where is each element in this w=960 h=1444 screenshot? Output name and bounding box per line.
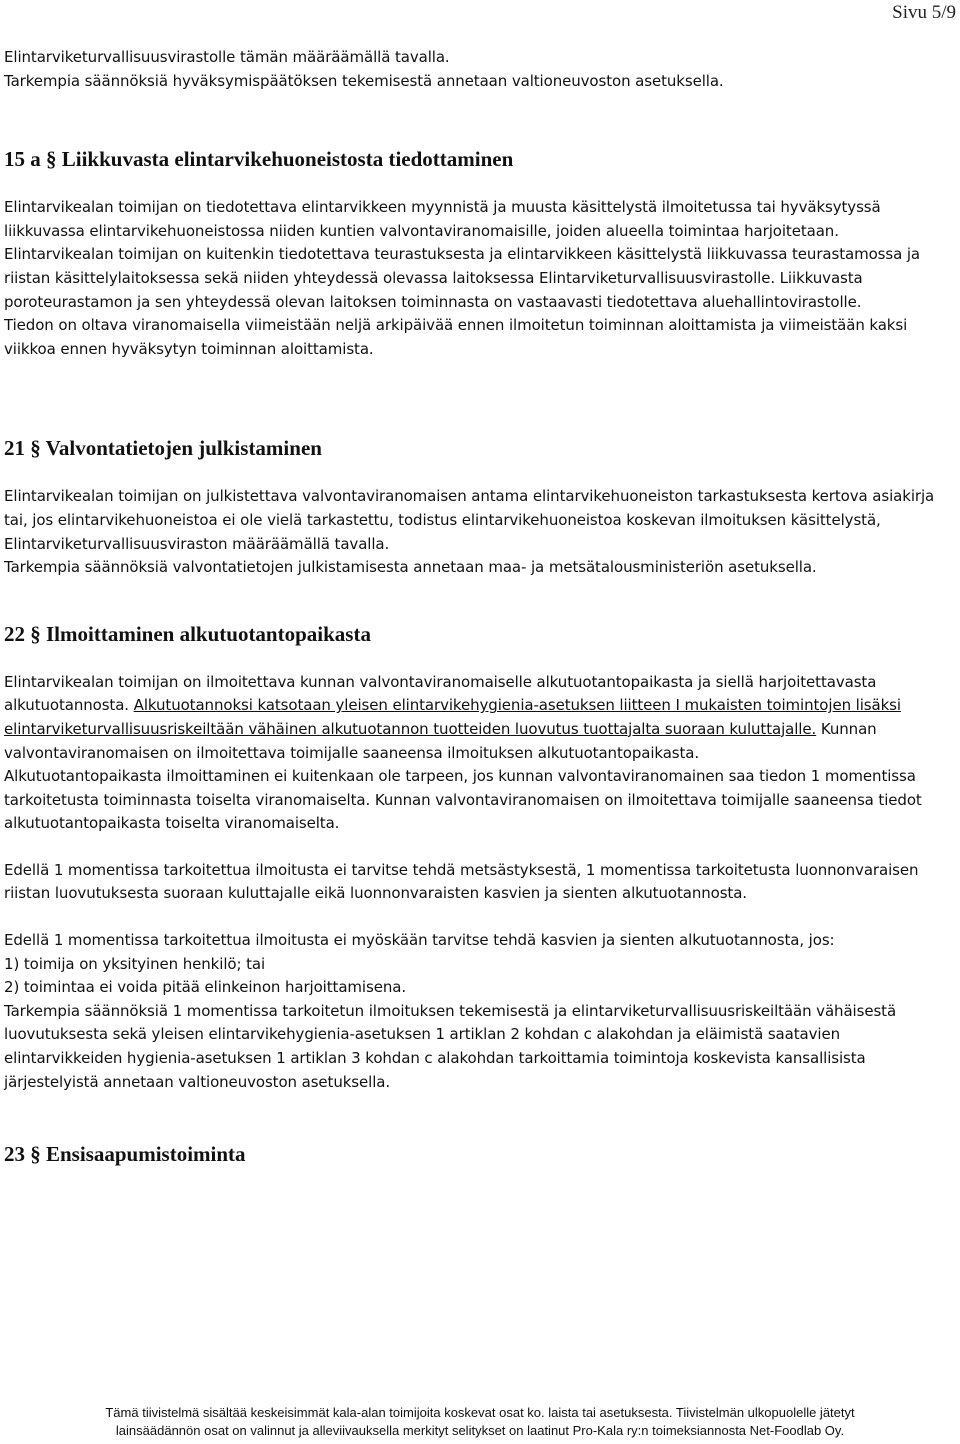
section-21-paragraph-2: Tarkempia säännöksiä valvontatietojen julkistamisesta annetaan maa- ja metsätalousministeriön asetuksella.: [4, 558, 817, 577]
section-22-heading: 22 § Ilmoittaminen alkutuotantopaikasta: [4, 621, 371, 646]
section-15a-paragraph-2: Elintarvikealan toimijan on kuitenkin tiedotettava teurastuksesta ja elintarvikkeen käsittelystä liikkuvassa teurastamossa ja riistan käsittelylaitoksessa sekä niiden yhteydessä olevassa laitoksessa Elintarviketurvallisuusvirastolle. Liikkuvasta poroteurastamon ja sen yhteydessä olevan laitoksen toiminnasta on vastaavasti tiedotettava aluehallintovirastolle.: [4, 245, 921, 311]
page-number: Sivu 5/9: [892, 2, 956, 23]
document-body: [4, 46, 956, 1168]
section-22-paragraph-3: Edellä 1 momentissa tarkoitettua ilmoitusta ei tarvitse tehdä metsästyksestä, 1 momentissa tarkoitetusta luonnonvaraisen riistan luovutuksesta suoraan kuluttajalle eikä luonnonvaraisten kasvien ja sienten alkutuotannosta.: [4, 860, 919, 903]
section-22-paragraph-5: Tarkempia säännöksiä 1 momentissa tarkoitetun ilmoituksen tekemisestä ja elintarviketurvallisuusriskeiltään vähäisestä luovutuksesta sekä yleisen elintarvikehygienia-asetuksen 1 artiklan 2 kohdan c alakohdan ja eläimistä saatavien elintarvikkeiden hygienia-asetuksen 1 artiklan 3 kohdan c alakohdan tarkoittamia toimintoja koskevista kansallisista järjestelyistä annetaan valtioneuvoston asetuksella.: [4, 1001, 897, 1091]
footer-line-2: lainsäädännön osat on valinnut ja alleviivauksella merkityt selitykset on laatinut Pro-Kala ry:n toimeksiannosta Net-Foodlab Oy.: [115, 1423, 845, 1438]
section-22-paragraph-4: Edellä 1 momentissa tarkoitettua ilmoitusta ei myöskään tarvitse tehdä kasvien ja sienten alkutuotannosta, jos:: [4, 931, 835, 950]
section-15a-paragraph-3: Tiedon on oltava viranomaisella viimeistään neljä arkipäivää ennen ilmoitetun toiminnan aloittamista ja viimeistään kaksi viikkoa ennen hyväksytyn toiminnan aloittamista.: [4, 316, 908, 358]
underlined-explanation: Alkutuotannoksi katsotaan yleisen elintarvikehygienia-asetuksen liitteen I mukaisten toimintojen lisäksi elintarviketurvallisuusriskeiltään vähäinen alkutuotannon tuotteiden luovutus tuottajalta suoraan kuluttajalle.: [4, 696, 901, 738]
intro-line-1: Elintarviketurvallisuusvirastolle tämän määräämällä tavalla.: [4, 48, 450, 66]
section-22-paragraph-2: Alkutuotantopaikasta ilmoittaminen ei kuitenkaan ole tarpeen, jos kunnan valvontaviranomainen saa tiedon 1 momentissa tarkoitetusta toiminnasta toiselta viranomaiselta. Kunnan valvontaviranomaisen on ilmoitettava toimijalle saaneensa tiedot alkutuotantopaikasta toiselta viranomaiselta.: [4, 767, 922, 833]
section-21-paragraph-1: Elintarvikealan toimijan on julkistettava valvontaviranomaisen antama elintarvikehuoneiston tarkastuksesta kertova asiakirja tai, jos elintarvikehuoneistoa ei ole vielä tarkastettu, todistus elintarvikehuoneistoa koskevan ilmoituksen käsittelystä, Elintarviketurvallisuusviraston määräämällä tavalla.: [4, 487, 935, 553]
list-item-2: 2) toimintaa ei voida pitää elinkeinon harjoittamisena.: [4, 978, 406, 997]
section-22-paragraph-1: [4, 671, 956, 765]
paragraph-text: Elintarvikealan toimijan on ilmoitettava kunnan valvontaviranomaiselle alkutuotantopaikasta ja siellä harjoitettavasta alkutuotannosta.: [4, 672, 877, 715]
footer-line-1: Tämä tiivistelmä sisältää keskeisimmät kala-alan toimijoita koskevat osat ko. laista tai asetuksesta. Tiivistelmän ulkopuolelle jätetyt: [105, 1405, 855, 1420]
section-15a-heading: 15 a § Liikkuvasta elintarvikehuoneistosta tiedottaminen: [4, 147, 514, 172]
paragraph-text: Kunnan valvontaviranomaisen on ilmoitettava toimijalle saaneensa ilmoituksen alkutuotantopaikasta.: [4, 719, 877, 762]
footer-note: [0, 1404, 960, 1440]
section-23-heading: 23 § Ensisaapumistoiminta: [4, 1142, 246, 1167]
intro-line-2: Tarkempia säännöksiä hyväksymispäätöksen tekemisestä annetaan valtioneuvoston asetuksella.: [4, 71, 724, 90]
section-21-heading: 21 § Valvontatietojen julkistaminen: [4, 436, 322, 461]
list-item-1: 1) toimija on yksityinen henkilö; tai: [4, 954, 266, 973]
section-15a-paragraph-1: Elintarvikealan toimijan on tiedotettava elintarvikkeen myynnistä ja muusta käsittelystä ilmoitetussa tai hyväksytyssä liikkuvassa elintarvikehuoneistossa niiden kuntien valvontaviranomaisille, joiden alueella toimintaa harjoitetaan.: [4, 198, 881, 240]
